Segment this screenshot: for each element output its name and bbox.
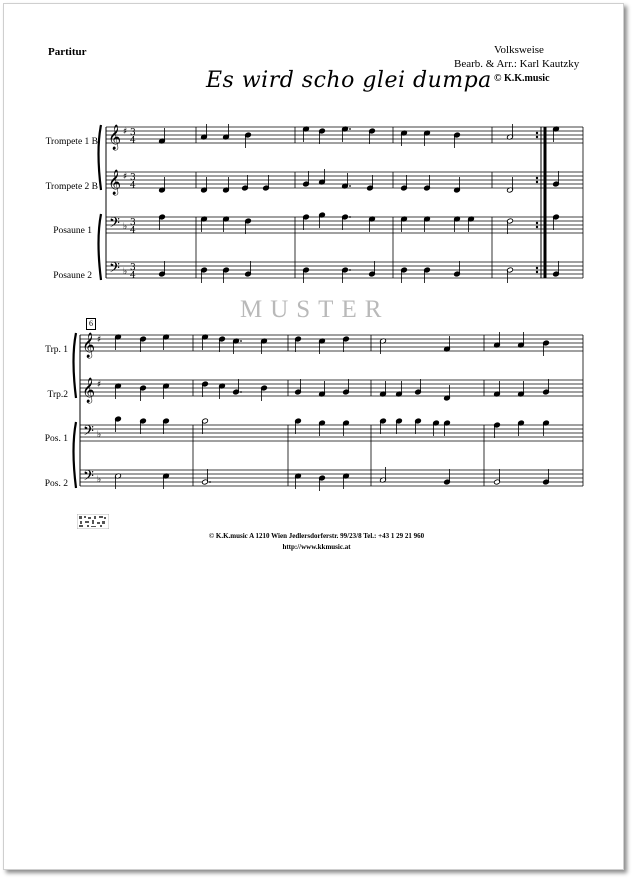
instrument-label-trombone-1: Posaune 1: [53, 226, 92, 236]
instrument-label-pos1-short: Pos. 1: [44, 434, 68, 444]
note-dot: [240, 391, 242, 393]
key-signature: ♯: [97, 335, 102, 345]
time-signature-bottom: 4: [130, 271, 136, 281]
composer-credit: Volksweise: [494, 44, 544, 56]
bass-clef-icon: 𝄢: [83, 423, 94, 443]
bass-clef-icon: 𝄢: [109, 215, 120, 235]
publisher-mark: © K.K.music: [494, 73, 550, 84]
time-signature-bottom: 4: [130, 136, 136, 146]
repeat-dot: [536, 226, 538, 228]
instrument-label-trumpet-2: Trompete 2 B: [45, 182, 98, 192]
instrument-label-trumpet-1: Trompete 1 B: [45, 137, 98, 147]
repeat-dot: [536, 177, 538, 179]
time-signature-bottom: 4: [130, 181, 136, 191]
key-signature: ♭: [123, 222, 128, 232]
repeat-dot: [536, 271, 538, 273]
key-signature: ♯: [123, 172, 128, 182]
piece-title: Es wird scho glei dumpa: [206, 68, 492, 93]
repeat-dot: [536, 136, 538, 138]
note-dot: [349, 269, 351, 271]
treble-clef-icon: 𝄞: [82, 333, 96, 358]
key-signature: ♯: [123, 127, 128, 137]
key-signature: ♭: [97, 430, 102, 440]
footer-address: © K.K.music A 1210 Wien Jedlersdorferstr. 99/23/8 Tel.: +43 1 29 21 960: [208, 532, 425, 540]
key-signature: ♭: [97, 475, 102, 485]
repeat-dot: [536, 181, 538, 183]
treble-clef-icon: 𝄞: [108, 125, 122, 150]
time-signature-top: 3: [130, 128, 136, 138]
treble-clef-icon: 𝄞: [82, 378, 96, 403]
footer-url: http://www.kkmusic.at: [282, 543, 351, 551]
instrument-label-pos2-short: Pos. 2: [44, 479, 68, 489]
note-dot: [349, 216, 351, 218]
system1-bracket: [99, 125, 102, 280]
muster-watermark: MUSTER: [240, 296, 390, 323]
instrument-label-trp1-short: Trp. 1: [45, 345, 68, 355]
repeat-dot: [536, 267, 538, 269]
bass-clef-icon: 𝄢: [83, 468, 94, 488]
key-signature: ♯: [97, 380, 102, 390]
time-signature-bottom: 4: [130, 226, 136, 236]
key-signature: ♭: [123, 267, 128, 277]
qr-code-icon: [77, 514, 109, 529]
arranger-credit: Bearb. & Arr.: Karl Kautzky: [454, 58, 580, 70]
time-signature-top: 3: [130, 218, 136, 228]
system2-bracket: [74, 333, 77, 488]
measure-number: 6: [86, 318, 96, 330]
instrument-label-trombone-2: Posaune 2: [53, 271, 92, 281]
repeat-dot: [536, 132, 538, 134]
partitur-label: Partitur: [48, 46, 87, 58]
note-dot: [209, 481, 211, 483]
repeat-dot: [536, 222, 538, 224]
time-signature-top: 3: [130, 263, 136, 273]
time-signature-top: 3: [130, 173, 136, 183]
instrument-label-trp2-short: Trp.2: [47, 390, 68, 400]
note-dot: [349, 185, 351, 187]
treble-clef-icon: 𝄞: [108, 170, 122, 195]
note-dot: [349, 128, 351, 130]
bass-clef-icon: 𝄢: [109, 260, 120, 280]
note-dot: [240, 340, 242, 342]
